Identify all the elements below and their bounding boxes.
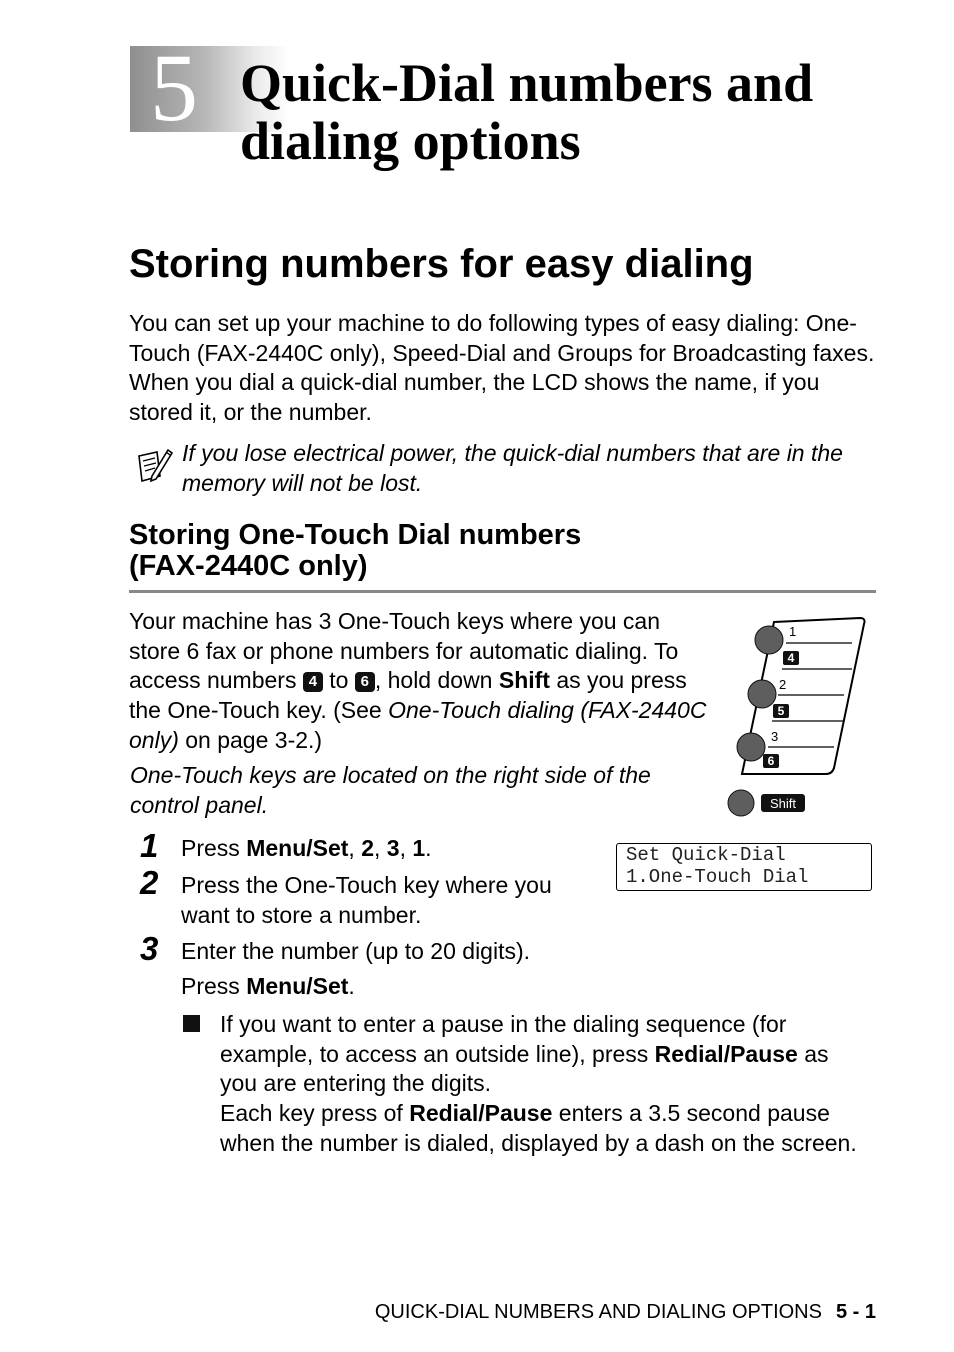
cross-reference: One-Touch dialing (FAX-2440C only) bbox=[129, 697, 707, 753]
redial-pause-key-label: Redial/Pause bbox=[654, 1040, 798, 1067]
step-number-2: 2 bbox=[140, 864, 159, 901]
body-text: as you press the One-Touch key. (See bbox=[129, 667, 687, 724]
key-upper-label: 3 bbox=[771, 729, 779, 744]
key-lower-label: 6 bbox=[767, 754, 775, 768]
bullet-text: as you are entering the digits. bbox=[220, 1040, 829, 1097]
note-pencil-icon bbox=[135, 446, 173, 486]
step-1-text: Press Menu/Set, 2, 3, 1. bbox=[181, 835, 432, 861]
section-divider bbox=[129, 590, 876, 593]
step-number-3: 3 bbox=[140, 930, 159, 967]
subsection-title-line1: Storing One-Touch Dial numbers bbox=[129, 519, 582, 551]
menu-set-key-label: Menu/Set bbox=[246, 973, 349, 999]
key-location-note: One-Touch keys are located on the right side of the control panel. bbox=[130, 762, 651, 818]
chapter-title-line1: Quick-Dial numbers and bbox=[240, 53, 814, 113]
step-3-text: Enter the number (up to 20 digits). bbox=[181, 938, 531, 964]
bullet-text: enters a 3.5 second pause when the number is dialed, displayed by a dash on the screen. bbox=[220, 1100, 857, 1156]
chapter-title bbox=[240, 54, 920, 170]
digit-key-label: 3 bbox=[386, 835, 400, 861]
one-touch-panel-illustration bbox=[722, 612, 882, 822]
key-upper-label: 1 bbox=[789, 624, 797, 639]
body-text: on page 3-2.) bbox=[185, 726, 323, 753]
subsection-title bbox=[129, 520, 869, 582]
pause-instructions bbox=[220, 1010, 870, 1159]
page-footer bbox=[360, 1300, 876, 1324]
subsection-title-line2: (FAX-2440C only) bbox=[129, 550, 368, 582]
redial-pause-key-label: Redial/Pause bbox=[409, 1100, 553, 1127]
shift-key-label: Shift bbox=[498, 667, 550, 694]
chapter-title-line2: dialing options bbox=[240, 111, 581, 171]
bullet-text: Each key press of bbox=[220, 1100, 403, 1127]
step-text: Press bbox=[181, 973, 240, 999]
lcd-line-1: Set Quick-Dial bbox=[626, 844, 786, 866]
step-2-text: Press the One-Touch key where you want to store a number. bbox=[181, 872, 552, 928]
key-6-badge: 6 bbox=[355, 672, 375, 692]
key-lower-label: 5 bbox=[777, 704, 785, 718]
menu-set-key-label: Menu/Set bbox=[246, 835, 349, 861]
step-number-1: 1 bbox=[140, 827, 159, 864]
lcd-display bbox=[616, 843, 872, 891]
step-3-press: Press Menu/Set. bbox=[181, 973, 355, 999]
chapter-number: 5 bbox=[150, 34, 198, 141]
key-4-badge: 4 bbox=[303, 672, 323, 692]
body-text: to bbox=[329, 667, 349, 694]
digit-key-label: 2 bbox=[361, 835, 374, 861]
intro-paragraph: You can set up your machine to do following types of easy dialing: One-Touch (FAX-2440C only), Speed-Dial and Groups for Broadcasting faxes. When you dial a quick-dial number, the LCD shows the name, if you stored it, or the number. bbox=[129, 310, 875, 426]
one-touch-description bbox=[129, 607, 709, 756]
key-upper-label: 2 bbox=[779, 677, 787, 692]
shift-key bbox=[728, 790, 805, 816]
footer-title: QUICK-DIAL NUMBERS AND DIALING OPTIONS bbox=[374, 1301, 822, 1323]
note-text: If you lose electrical power, the quick-dial numbers that are in the memory will not be lost. bbox=[182, 440, 843, 496]
body-text: , hold down bbox=[374, 667, 493, 694]
digit-key-label: 1 bbox=[412, 835, 426, 861]
bullet-text: If you want to enter a pause in the dialing sequence (for example, to access an outside line), press bbox=[220, 1011, 787, 1067]
section-title: Storing numbers for easy dialing bbox=[129, 242, 754, 286]
page-number: 5 - 1 bbox=[835, 1301, 876, 1323]
lcd-line-2: 1.One-Touch Dial bbox=[626, 866, 809, 888]
body-text: Your machine has 3 One-Touch keys where you can store 6 fax or phone numbers for automatic dialing. To access numbers bbox=[129, 608, 679, 694]
shift-key-label: Shift bbox=[769, 796, 797, 811]
step-text: Press bbox=[181, 835, 240, 861]
key-lower-label: 4 bbox=[787, 651, 795, 665]
bullet-square-icon bbox=[183, 1015, 200, 1032]
